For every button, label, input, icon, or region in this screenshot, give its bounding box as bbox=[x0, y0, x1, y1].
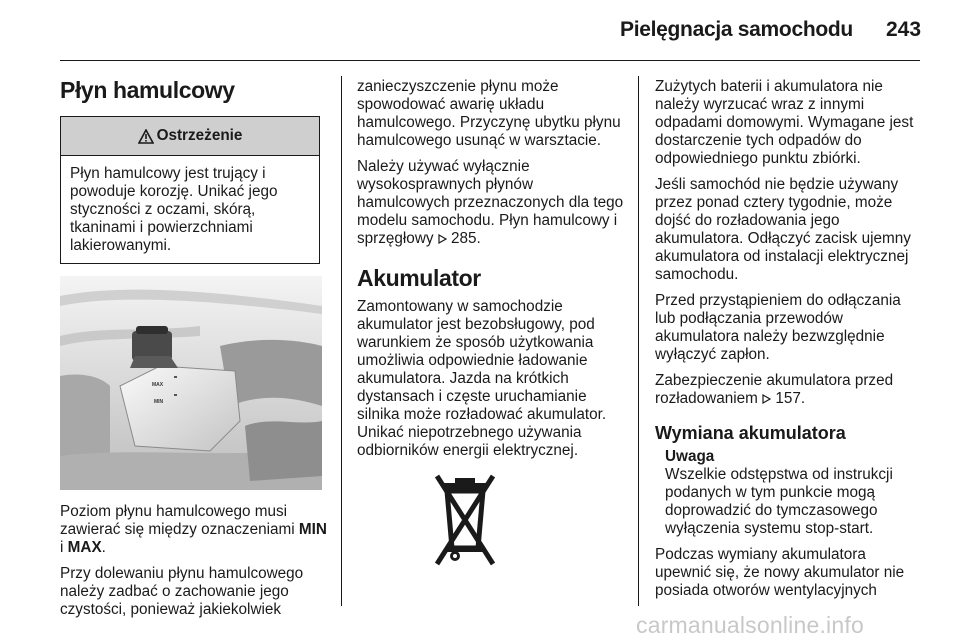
column-2 bbox=[357, 78, 629, 573]
column-3 bbox=[655, 78, 923, 608]
column-1 bbox=[60, 76, 328, 627]
storage-paragraph: Jeśli samochód nie będzie używany przez ponad cztery tygodnie, może dojść do rozładowania jego akumulatora. Odłączyć zacisk ujemny akumulatora od instalacji elektrycznej samochodu. bbox=[655, 176, 911, 283]
battery-maintenance-paragraph: Zamontowany w samochodzie akumulator jest bezobsługowy, pod warunkiem że sposób użytkowania umożliwia odpowiednie ładowanie akumulatora. Jazda na krótkich dystansach i częste uruchamianie silnika może rozładować akumulator. Unikać niepotrzebnego używania odbiorników energii elektrycznej. bbox=[357, 298, 607, 459]
page-number: 243 bbox=[886, 18, 922, 41]
contamination-paragraph: zanieczyszczenie płynu może spowodować awarię układu hamulcowego. Przyczynę ubytku płynu hamulcowego usunąć w warsztacie. bbox=[357, 78, 621, 149]
column-divider-2 bbox=[638, 76, 639, 606]
battery-heading: Akumulator bbox=[357, 265, 481, 291]
max-mark: MAX bbox=[67, 539, 102, 556]
crossed-out-bin-icon bbox=[433, 472, 497, 568]
brake-fluid-reservoir-photo bbox=[60, 276, 322, 490]
refill-paragraph: Przy dolewaniu płynu hamulcowego należy zadbać o zachowanie jego czystości, ponieważ jakiekolwiek bbox=[60, 565, 304, 618]
warning-title: Ostrzeżenie bbox=[156, 127, 243, 144]
brake-fluid-heading: Płyn hamulcowy bbox=[60, 77, 235, 103]
brake-fluid-type-paragraph: Należy używać wyłącznie wysokosprawnych płynów hamulcowych przeznaczonych dla tego modelu samochodu. Płyn hamulcowy i sprzęgłowy 285. bbox=[357, 158, 624, 247]
page-ref-285[interactable]: 285. bbox=[451, 230, 481, 247]
column-divider-1 bbox=[341, 76, 342, 606]
battery-replacement-heading: Wymiana akumulatora bbox=[655, 423, 846, 443]
page-reference-triangle-icon bbox=[762, 394, 771, 404]
min-mark: MIN bbox=[298, 521, 327, 538]
discharge-protection-paragraph: Zabezpieczenie akumulatora przed rozładowaniem 157. bbox=[655, 372, 894, 407]
header-rule bbox=[60, 60, 920, 61]
page-header-title: Pielęgnacja samochodu bbox=[620, 18, 853, 41]
note-block bbox=[655, 448, 923, 538]
watermark: carmanualsonline.info bbox=[636, 612, 864, 638]
disconnect-paragraph: Przed przystąpieniem do odłączania lub podłączania przewodów akumulatora należy bezwzględnie wyłączyć zapłon. bbox=[655, 292, 901, 363]
warning-triangle-icon bbox=[138, 129, 154, 144]
photo-label-min: MIN bbox=[154, 399, 164, 405]
disposal-paragraph: Zużytych baterii i akumulatora nie należy wyrzucać wraz z innymi odpadami domowymi. Wymagane jest dostarczenie tych odpadów do odpowiedniego punktu zbiórki. bbox=[655, 78, 914, 167]
note-body: Wszelkie odstępstwa od instrukcji podanych w tym punkcie mogą doprowadzić do tymczasowego wyłączenia systemu stop-start. bbox=[665, 466, 893, 537]
warning-box bbox=[60, 116, 320, 264]
note-title: Uwaga bbox=[665, 448, 715, 465]
brake-fluid-level-paragraph: Poziom płynu hamulcowego musi zawierać się między oznaczeniami MIN i MAX. bbox=[60, 503, 327, 556]
warning-header bbox=[61, 117, 319, 156]
replacement-paragraph: Podczas wymiany akumulatora upewnić się, że nowy akumulator nie posiada otworów wentylacyjnych bbox=[655, 546, 905, 599]
page-ref-157[interactable]: 157. bbox=[775, 390, 806, 407]
photo-label-max: MAX bbox=[152, 382, 164, 388]
warning-body: Płyn hamulcowy jest trujący i powoduje korozję. Unikać jego styczności z oczami, skórą, tkaninami i powierzchniami lakierowanymi. bbox=[70, 165, 278, 254]
page-reference-triangle-icon bbox=[438, 234, 447, 244]
